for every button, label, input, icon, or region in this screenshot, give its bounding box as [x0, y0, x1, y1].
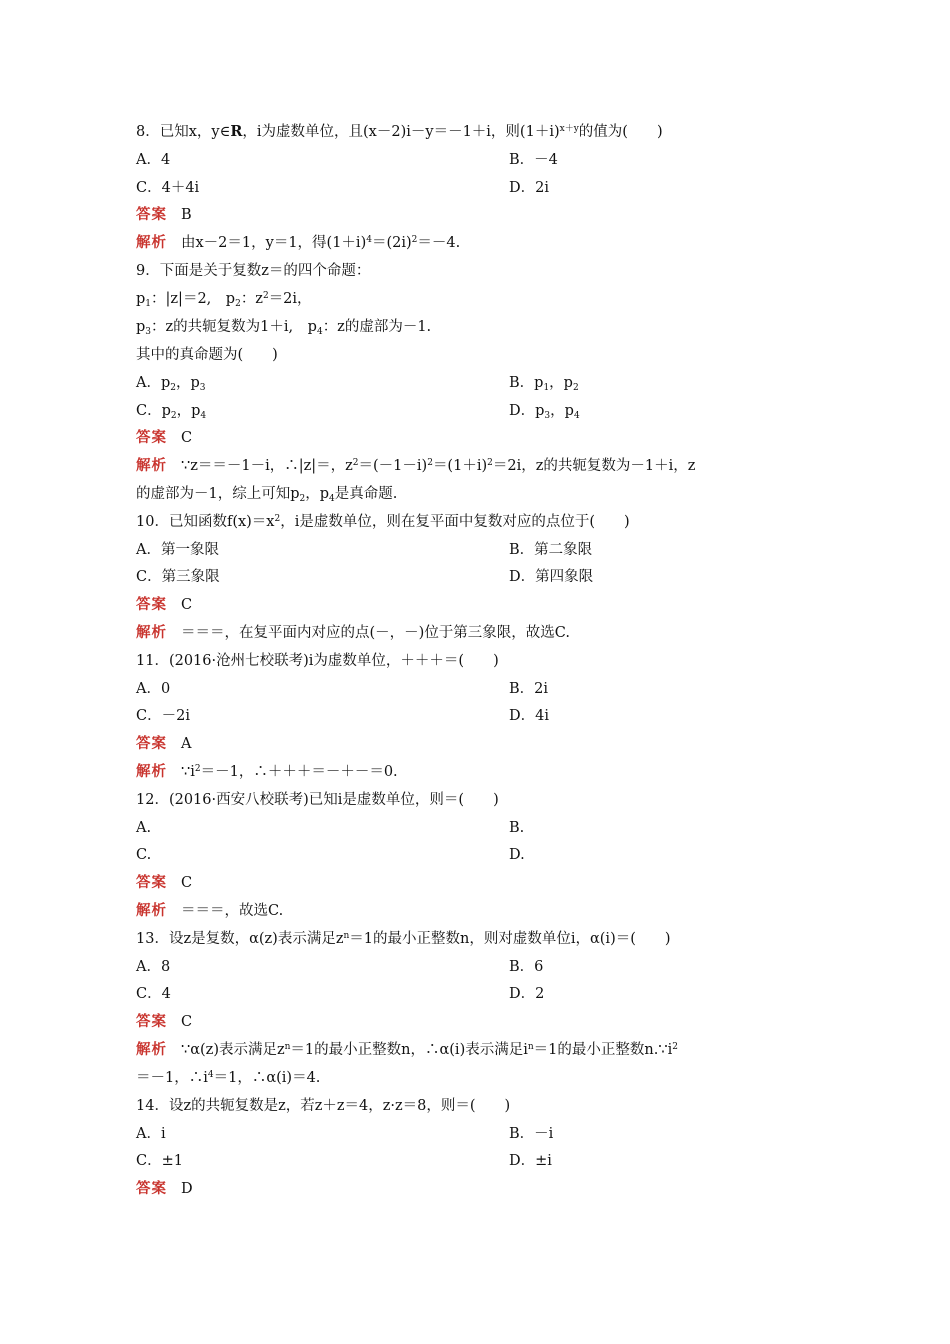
q12-option-a: A. [136, 820, 152, 836]
q10-stem: 10．已知函数$f(x)=x^2$，i是虚数单位，则在复平面中复数对应的点位于( ) [136, 514, 630, 530]
q8-option-c: C．4＋4i [136, 180, 200, 196]
q13-analysis-line1: 解析 ∵α(z)表示满足$z^n=1$的最小正整数n，∴α(i)表示满足$i^n=1$的最小正整数$n.\because i^2$ [136, 1041, 678, 1058]
q8-option-b: B．－4 [509, 152, 558, 168]
q10-answer: 答案 C [136, 596, 193, 613]
q8-analysis: 解析 由x－2＝1，y＝1，得$(1+i)^4=(2i)^2=-4$. [136, 234, 461, 251]
q14-option-b: B．－i [509, 1126, 554, 1142]
q14-option-c: C．±1 [136, 1153, 183, 1169]
q9-analysis-line2: 的虚部为－1，综上可知$p_2$，$p_4$是真命题. [136, 486, 398, 504]
q8-option-d: D．2i [509, 180, 549, 196]
q10-option-c: C．第三象限 [136, 569, 220, 585]
q9-answer: 答案 C [136, 429, 193, 446]
q9-option-a: A．$p_2$，$p_3$ [136, 375, 206, 393]
q11-option-d: D．4i [509, 708, 549, 724]
q14-stem: 14．设z的共轭复数是z，若z＋z＝4，z·z＝8，则＝( ) [136, 1098, 511, 1114]
q13-option-c: C．4 [136, 986, 171, 1002]
q13-answer: 答案 C [136, 1013, 193, 1030]
q11-option-a: A．0 [136, 681, 171, 697]
q14-option-d: D．±i [509, 1153, 552, 1169]
q13-option-a: A．8 [136, 959, 171, 975]
q12-option-d: D. [509, 847, 525, 863]
q14-option-a: A．i [136, 1126, 166, 1142]
q14-answer: 答案 D [136, 1180, 193, 1197]
q9-propositions-line2: $p_3$：z的共轭复数为1＋i, $p_4$：z的虚部为－1. [136, 319, 432, 337]
q11-answer: 答案 A [136, 735, 192, 752]
q11-option-c: C．－2i [136, 708, 190, 724]
q8-option-a: A．4 [136, 152, 171, 168]
q8-stem: 8．已知x，y∈R，i为虚数单位，且(x－2)i－y＝－1＋i，则$(1+i)^{x+y}$的值为( ) [136, 123, 663, 140]
q10-option-d: D．第四象限 [509, 569, 594, 585]
q9-option-b: B．$p_1$，$p_2$ [509, 375, 579, 393]
q12-option-c: C. [136, 847, 152, 863]
q12-stem: 12．(2016·西安八校联考)已知i是虚数单位，则＝( ) [136, 792, 499, 808]
q10-option-a: A．第一象限 [136, 542, 219, 558]
q11-stem: 11．(2016·沧州七校联考)i为虚数单位，＋＋＋＝( ) [136, 653, 499, 669]
q13-stem: 13．设z是复数，α(z)表示满足$z^n=1$的最小正整数n，则对虚数单位i，α(i)＝( ) [136, 931, 671, 947]
q13-option-d: D．2 [509, 986, 545, 1002]
q12-answer: 答案 C [136, 874, 193, 891]
q11-analysis: 解析 $\because i^2=-1$，∴＋＋＋＝－＋－＝0. [136, 763, 398, 780]
q9-question: 其中的真命题为( ) [136, 347, 278, 363]
q10-analysis: 解析 ＝＝＝，在复平面内对应的点(－，－)位于第三象限，故选C. [136, 624, 570, 641]
q11-option-b: B．2i [509, 681, 549, 697]
q8-answer: 答案 B [136, 206, 192, 223]
q10-option-b: B．第二象限 [509, 542, 593, 558]
q9-propositions-line1: $p_1$：|z|＝2, $p_2$：$z^2=2i$， [136, 291, 312, 309]
q9-stem: 9．下面是关于复数z＝的四个命题： [136, 263, 371, 279]
q13-analysis-line2: ＝－1，$\therefore i^4=1$，∴α(i)＝4. [136, 1070, 321, 1086]
q12-option-b: B. [509, 820, 525, 836]
q13-option-b: B．6 [509, 959, 544, 975]
q9-option-c: C．$p_2$，$p_4$ [136, 403, 207, 421]
q9-analysis-line1: 解析 ∵z＝＝－1－i，∴|z|＝，$z^2=(-1-i)^2=(1+i)^2=2i$，z的共轭复数为－1＋i，z [136, 457, 696, 474]
q12-analysis: 解析 ＝＝＝，故选C. [136, 902, 284, 919]
q9-option-d: D．$p_3$，$p_4$ [509, 403, 580, 421]
